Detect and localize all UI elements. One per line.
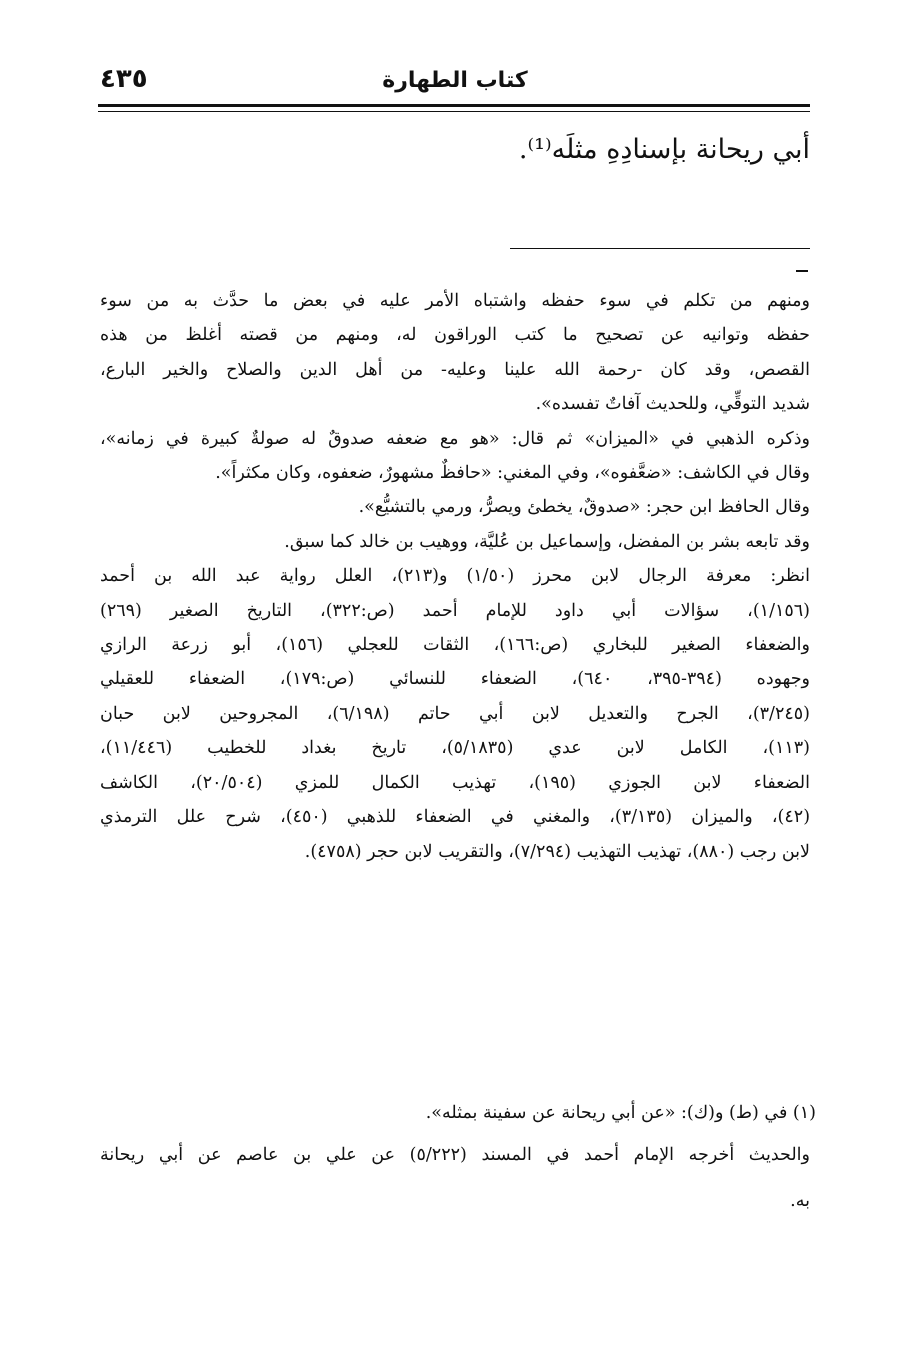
header-rule-thin bbox=[98, 111, 810, 112]
note-line: شديد التوقِّي، وللحديث آفاتٌ تفسده». bbox=[535, 394, 810, 415]
note-line: وقال في الكاشف: «ضعَّفوه»، وفي المغني: «حافظٌ مشهورٌ، ضعفوه، وكان مكثراً». bbox=[215, 463, 810, 484]
continuation-mark bbox=[796, 270, 808, 272]
note-line: وذكره الذهبي في «الميزان» ثم قال: «هو مع ضعفه صدوقٌ له صولةٌ كبيرة في زمانه»، bbox=[100, 428, 810, 449]
footnote-separator bbox=[510, 248, 810, 249]
note-line: حفظه وتوانيه عن تصحيح ما كتب الوراقون له، ومنهم من قصته أغلظ من هذه bbox=[100, 325, 810, 346]
note-line: وجهوده (٣٩٤-٣٩٥، ٦٤٠)، الضعفاء للنسائي (ص:١٧٩)، الضعفاء للعقيلي bbox=[100, 669, 810, 690]
footnote-1: (١) في (ط) و(ك): «عن أبي ريحانة عن سفينة بمثله». bbox=[425, 1103, 816, 1123]
note-line: (٣/٢٤٥)، الجرح والتعديل لابن أبي حاتم (٦/١٩٨)، المجروحين لابن حبان bbox=[100, 703, 810, 724]
note-line: وقال الحافظ ابن حجر: «صدوقٌ، يخطئ ويصرُّ، ورمي بالتشيُّع». bbox=[358, 497, 810, 518]
footnote-1-continuation: والحديث أخرجه الإمام أحمد في المسند (٥/٢٢٢) عن علي بن عاصم عن أبي ريحانة bbox=[100, 1145, 810, 1165]
footnote-1-end: به. bbox=[790, 1191, 810, 1211]
book-title: كتاب الطهارة bbox=[382, 68, 528, 93]
header-rule-thick bbox=[98, 104, 810, 107]
note-line: ومنهم من تكلم في سوء حفظه واشتباه الأمر عليه في بعض ما حدَّث به من سوء bbox=[100, 291, 810, 311]
footnotes bbox=[100, 1085, 816, 1219]
note-line: (١/١٥٦)، سؤالات أبي داود للإمام أحمد (ص:٣٢٢)، التاريخ الصغير (٢٦٩) bbox=[100, 600, 810, 621]
note-line: لابن رجب (٨٨٠)، تهذيب التهذيب (٧/٢٩٤)، والتقريب لابن حجر (٤٧٥٨). bbox=[304, 841, 810, 862]
continued-footnote bbox=[100, 284, 810, 869]
main-text bbox=[100, 128, 810, 172]
note-line: (٤٢)، والميزان (٣/١٣٥)، والمغني في الضعفاء للذهبي (٤٥٠)، شرح علل الترمذي bbox=[100, 807, 811, 828]
note-line: الضعفاء لابن الجوزي (١٩٥)، تهذيب الكمال للمزي (٢٠/٥٠٤)، الكاشف bbox=[100, 772, 810, 793]
note-line: والضعفاء الصغير للبخاري (ص:١٦٦)، الثقات للعجلي (١٥٦)، أبو زرعة الرازي bbox=[100, 635, 810, 656]
main-text-line: أبي ريحانة بإسنادِهِ مثلَه⁽¹⁾. bbox=[518, 134, 810, 165]
page-number: ٤٣٥ bbox=[100, 64, 148, 94]
note-line: وقد تابعه بشر بن المفضل، وإسماعيل بن عُليَّة، ووهيب بن خالد كما سبق. bbox=[284, 531, 810, 552]
note-line: (١١٣)، الكامل لابن عدي (٥/١٨٣٥)، تاريخ بغداد للخطيب (١١/٤٤٦)، bbox=[100, 738, 810, 759]
note-line: انظر: معرفة الرجال لابن محرز (١/٥٠) و(٢١٣)، العلل رواية عبد الله بن أحمد bbox=[100, 566, 810, 587]
running-header bbox=[100, 62, 810, 104]
note-line: القصص، وقد كان -رحمة الله علينا وعليه- من أهل الدين والصلاح والخير البارع، bbox=[100, 359, 810, 380]
